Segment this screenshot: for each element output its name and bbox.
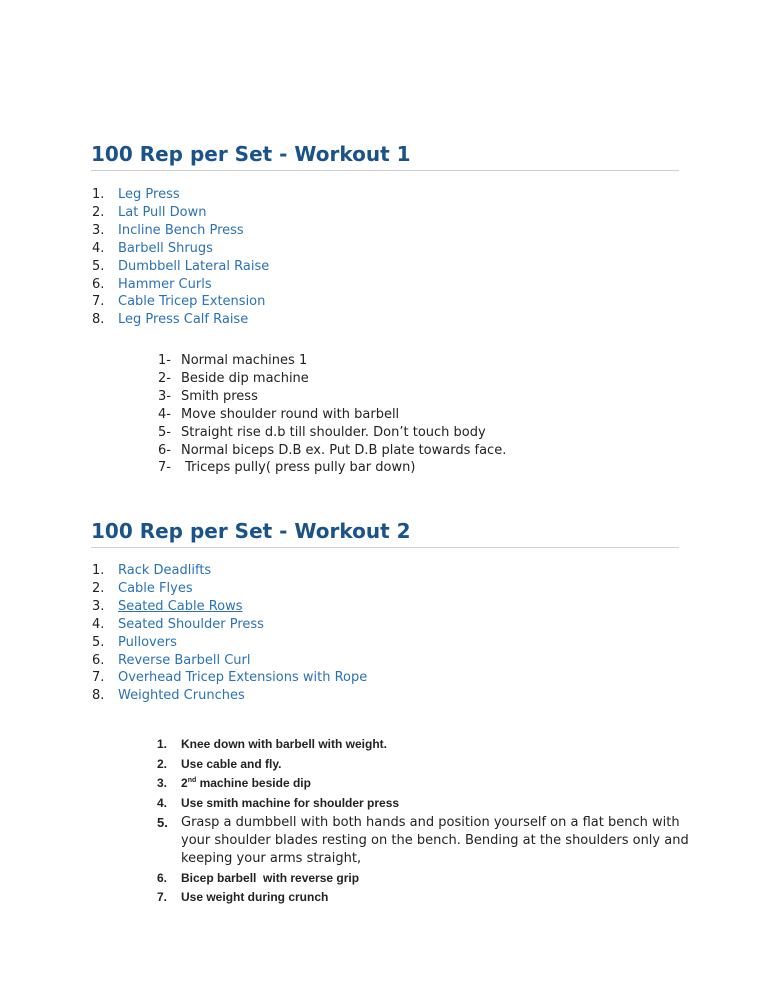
note-text: Use cable and fly.: [181, 756, 282, 771]
workout-1-divider: [91, 170, 679, 171]
item-number: 7.: [92, 294, 105, 310]
list-item: [92, 276, 269, 294]
list-item: [158, 388, 506, 406]
note-text: Smith press: [181, 388, 258, 404]
note-text: [181, 776, 311, 790]
list-item: [157, 869, 701, 889]
list-item: [157, 755, 701, 775]
item-number: 6.: [157, 870, 168, 885]
exercise-link-barbell-shrugs[interactable]: Barbell Shrugs: [118, 240, 213, 256]
exercise-link-leg-press[interactable]: Leg Press: [118, 187, 180, 202]
exercise-link-cable-flyes[interactable]: Cable Flyes: [118, 580, 193, 596]
item-number: 3.: [92, 598, 105, 614]
item-number: 8.: [92, 312, 105, 328]
list-item: [158, 424, 506, 442]
note-text: Normal biceps D.B ex. Put D.B plate towards face.: [181, 442, 507, 458]
exercise-link-seated-shoulder-press[interactable]: Seated Shoulder Press: [118, 616, 264, 632]
list-item: [157, 888, 701, 908]
list-item: [92, 616, 367, 634]
item-number: 6-: [158, 442, 171, 458]
item-number: 4.: [92, 616, 105, 632]
list-item: [158, 442, 506, 460]
list-item: [157, 814, 701, 868]
exercise-link-hammer-curls[interactable]: Hammer Curls: [118, 276, 212, 292]
item-number: 3.: [92, 222, 105, 238]
item-number: 5.: [157, 815, 168, 830]
exercise-link-lat-pull-down[interactable]: Lat Pull Down: [118, 204, 207, 220]
list-item: [92, 580, 367, 598]
list-item: [158, 352, 506, 370]
list-item: [92, 598, 367, 616]
workout-2-notes-list: [157, 735, 701, 908]
ordinal-suffix: nd: [187, 777, 197, 784]
item-number: 2-: [158, 370, 171, 386]
item-number: 7.: [157, 890, 168, 905]
item-number: 1.: [92, 187, 105, 202]
item-number: 2.: [92, 580, 105, 596]
list-item: [158, 370, 506, 388]
list-item: [92, 652, 367, 670]
item-number: 1.: [157, 737, 168, 751]
list-item: [92, 562, 367, 580]
workout-2-heading: 100 Rep per Set - Workout 2: [91, 519, 411, 543]
exercise-link-rack-deadlifts[interactable]: Rack Deadlifts: [118, 563, 212, 578]
item-number: 6.: [92, 652, 105, 668]
note-text: Move shoulder round with barbell: [181, 406, 400, 422]
list-item: [158, 406, 506, 424]
item-number: 7-: [158, 460, 171, 476]
note-text: Knee down with barbell with weight.: [181, 737, 388, 751]
item-number: 8.: [92, 688, 105, 704]
item-number: 5.: [92, 258, 105, 274]
note-text: Use weight during crunch: [181, 890, 329, 905]
item-number: 2.: [157, 756, 168, 771]
exercise-link-weighted-crunches[interactable]: Weighted Crunches: [118, 688, 245, 704]
item-number: 7.: [92, 670, 105, 686]
item-number: 4.: [157, 795, 168, 810]
list-item: [92, 634, 367, 652]
exercise-link-reverse-barbell-curl[interactable]: Reverse Barbell Curl: [118, 652, 251, 668]
workout-2-exercise-list: [92, 562, 367, 705]
list-item: [92, 204, 269, 222]
item-number: 2.: [92, 204, 105, 220]
list-item: [157, 735, 701, 755]
list-item: [157, 774, 701, 794]
item-number: 3.: [157, 776, 168, 790]
item-number: 1.: [92, 563, 105, 578]
list-item: [92, 311, 269, 329]
item-number: 5-: [158, 424, 171, 440]
note-text: Use smith machine for shoulder press: [181, 795, 400, 810]
note-text: Straight rise d.b till shoulder. Don’t touch body: [181, 424, 486, 440]
list-item: [92, 240, 269, 258]
ordinal-number: 2: [181, 776, 188, 790]
workout-1-notes-list: [158, 352, 506, 477]
item-number: 5.: [92, 634, 105, 650]
item-number: 4-: [158, 406, 171, 422]
workout-1-heading: 100 Rep per Set - Workout 1: [91, 142, 411, 166]
exercise-link-dumbbell-lateral-raise[interactable]: Dumbbell Lateral Raise: [118, 258, 270, 274]
exercise-link-seated-cable-rows[interactable]: Seated Cable Rows: [118, 598, 243, 614]
workout-2-divider: [91, 547, 679, 548]
note-text-rest: machine beside dip: [196, 776, 311, 790]
note-text: Bicep barbell with reverse grip: [181, 870, 360, 885]
exercise-link-overhead-tricep-extensions-with-rope[interactable]: Overhead Tricep Extensions with Rope: [118, 670, 368, 686]
note-text: Beside dip machine: [181, 370, 309, 386]
note-text: Normal machines 1: [181, 353, 308, 368]
note-text: Triceps pully( press pully bar down): [181, 460, 416, 476]
note-text: Grasp a dumbbell with both hands and position yourself on a flat bench with your shoulder blades resting on the bench. Bending at the shoulders only and keeping your arms straight,: [181, 815, 689, 866]
list-item: [158, 459, 506, 477]
exercise-link-cable-tricep-extension[interactable]: Cable Tricep Extension: [118, 294, 266, 310]
list-item: [92, 258, 269, 276]
list-item: [92, 186, 269, 204]
workout-1-exercise-list: [92, 186, 269, 329]
list-item: [92, 222, 269, 240]
item-number: 4.: [92, 240, 105, 256]
list-item: [92, 669, 367, 687]
exercise-link-leg-press-calf-raise[interactable]: Leg Press Calf Raise: [118, 312, 249, 328]
item-number: 6.: [92, 276, 105, 292]
exercise-link-pullovers[interactable]: Pullovers: [118, 634, 177, 650]
list-item: [92, 687, 367, 705]
list-item: [157, 794, 701, 814]
list-item: [92, 293, 269, 311]
item-number: 1-: [158, 353, 171, 368]
exercise-link-incline-bench-press[interactable]: Incline Bench Press: [118, 222, 244, 238]
item-number: 3-: [158, 388, 171, 404]
